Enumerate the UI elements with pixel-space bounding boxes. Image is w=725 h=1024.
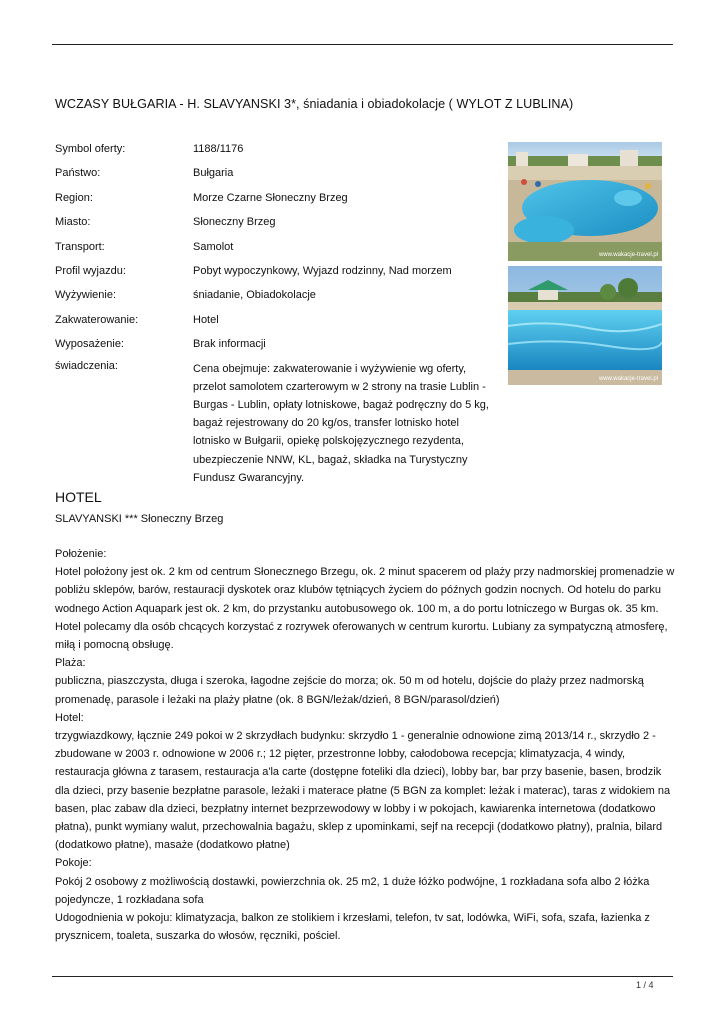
field-label: Profil wyjazdu: <box>55 264 126 277</box>
field-value: Cena obejmuje: zakwaterowanie i wyżywienie wg oferty, przelot samolotem czarterowym w 2 strony na trasie Lublin - Burgas - Lublin, opłaty lotniskowe, bagaż podręczny do 5 kg, bagaż rejestrowany do 20 kg/os, transfer lotnisko hotel lotnisko w Bułgarii, opiekę polskojęzycznego rezydenta, ubezpieczenie NNW, KL, bagaż, składka na Turystyczny Fundusz Gwarancyjny. <box>193 362 489 484</box>
field-symbol <box>55 143 495 167</box>
hotel-description <box>55 545 675 945</box>
paragraph-hotel: trzygwiazdkowy, łącznie 249 pokoi w 2 skrzydłach budynku: skrzydło 1 - generalnie odnowione zimą 2013/14 r., skrzydło 2 - zbudowane w 2003 r. odnowione w 2006 r.; 12 pięter, przestronne lobby, całodobowa recepcja; klimatyzacja, 4 windy, restauracja główna z tarasem, restauracja a'la carte (dostępne foteliki dla dzieci), lobby bar, bar przy basenie, basen, brodzik dla dzieci, przy basenie bezpłatne parasole, leżaki i materace płatne (5 BGN za komplet: leżak i materac), taras z widokiem na basen, plac zabaw dla dzieci, bezpłatny internet bezprzewodowy w lobby i w pokojach, kawiarenka internetowa (dodatkowo płatna), punkt wymiany walut, przechowalnia bagażu, sklep z upominkami, sejf na recepcji (dodatkowo płatny), pralnia, bilard (dodatkowo płatne), masaże (dodatkowo płatne) <box>55 730 671 852</box>
field-label: Państwo: <box>55 167 101 180</box>
hotel-pool-photo-2 <box>508 266 662 385</box>
section-label-location: Położenie: <box>55 548 107 560</box>
field-city <box>55 216 495 240</box>
field-label: Wyposażenie: <box>55 338 124 351</box>
field-value: Samolot <box>193 240 234 253</box>
section-label-beach: Plaża: <box>55 657 86 670</box>
field-value: Morze Czarne Słoneczny Brzeg <box>193 191 348 204</box>
field-label: świadczenia: <box>55 359 118 372</box>
photo-watermark: www.wakacje-travel.pl <box>598 376 658 382</box>
field-value: 1188/1176 <box>193 143 244 155</box>
field-meals <box>55 289 495 313</box>
hotel-pool-photo <box>508 142 662 261</box>
header-rule <box>52 44 673 45</box>
field-value: Hotel <box>193 313 219 326</box>
field-value: śniadanie, Obiadokolacje <box>193 289 316 302</box>
hotel-subtitle: SLAVYANSKI *** Słoneczny Brzeg <box>55 513 224 525</box>
field-country <box>55 167 495 191</box>
field-value: Pobyt wypoczynkowy, Wyjazd rodzinny, Nad morzem <box>193 264 452 277</box>
hotel-heading: HOTEL <box>55 489 102 505</box>
field-value: Bułgaria <box>193 167 234 180</box>
field-trip-profile <box>55 265 495 289</box>
page-number: 1 / 4 <box>636 980 654 990</box>
field-label: Region: <box>55 191 93 204</box>
section-label-rooms: Pokoje: <box>55 857 92 870</box>
field-label: Wyżywienie: <box>55 289 117 302</box>
field-transport <box>55 241 495 265</box>
section-label-hotel: Hotel: <box>55 711 84 724</box>
field-label: Zakwaterowanie: <box>55 313 139 326</box>
paragraph-rooms: Pokój 2 osobowy z możliwością dostawki, powierzchnia ok. 25 m2, 1 duże łóżko podwójne, 1 rozkładana sofa albo 2 łóżka pojedyncze, 1 rozkładana sofa <box>55 875 650 906</box>
paragraph-room-amenities: Udogodnienia w pokoju: klimatyzacja, balkon ze stolikiem i krzesłami, telefon, tv sat, lodówka, WiFi, sofa, szafa, łazienka z prysznicem, toaleta, suszarka do włosów, ręczniki, pościel. <box>55 912 650 943</box>
field-value: Brak informacji <box>193 338 266 351</box>
field-region <box>55 192 495 216</box>
footer-rule <box>52 976 673 977</box>
offer-title: WCZASY BUŁGARIA - H. SLAVYANSKI 3*, śniadania i obiadokolacje ( WYLOT Z LUBLINA) <box>55 97 574 111</box>
field-accommodation <box>55 314 495 338</box>
paragraph-location: Hotel położony jest ok. 2 km od centrum Słonecznego Brzegu, ok. 2 minut spacerem od plaży przy nadmorskiej promenadzie w pobliżu sklepów, barów, restauracji dyskotek oraz klubów tętniących życiem do późnych godzin nocnych. Od hotelu do parku wodnego Action Aquapark jest ok. 2 km, do przystanku autobusowego ok. 100 m, a do portu lotniczego w Burgas ok. 35 km. Hotel polecamy dla osób chcących korzystać z rozrywek oferowanych w centrum kurortu. Lubiany za sympatyczną atmosferę, miłą i pomocną obsługę. <box>55 566 675 652</box>
field-value: Słoneczny Brzeg <box>193 216 276 229</box>
paragraph-beach: publiczna, piaszczysta, długa i szeroka, łagodne zejście do morza; ok. 50 m od hotelu, dojście do plaży przez nadmorską promenadę, parasole i leżaki na plaży płatne (ok. 8 BGN/leżak/dzień, 8 BGN/parasol/dzień) <box>55 675 644 706</box>
offer-details <box>55 143 495 487</box>
photo-watermark: www.wakacje-travel.pl <box>598 252 658 258</box>
field-services <box>55 360 495 487</box>
field-label: Transport: <box>55 240 105 253</box>
field-label: Miasto: <box>55 216 91 229</box>
field-label: Symbol oferty: <box>55 143 126 155</box>
